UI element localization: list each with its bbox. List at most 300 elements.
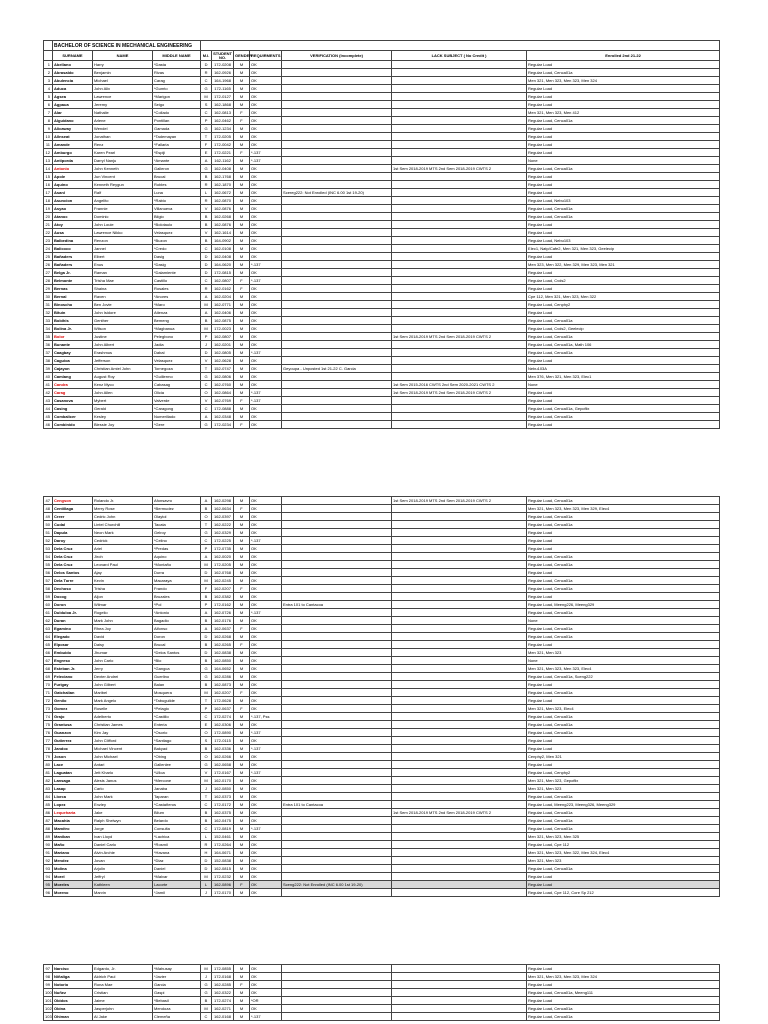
surname-cell: Cajayon bbox=[53, 365, 93, 373]
student-no-cell: 172-0205 bbox=[212, 133, 234, 141]
given-name-cell: John Alix bbox=[93, 85, 153, 93]
lack-subject-cell bbox=[392, 713, 527, 721]
row-number-cell: 31 bbox=[44, 301, 53, 309]
requirements-cell: OK bbox=[250, 85, 282, 93]
student-table-2 bbox=[43, 496, 720, 897]
lack-subject-cell bbox=[392, 633, 527, 641]
row-number-cell: 72 bbox=[44, 697, 53, 705]
student-no-cell: 162-0672 bbox=[212, 189, 234, 197]
surname-cell: Belmonte bbox=[53, 277, 93, 285]
middle-name-cell: Alfonso bbox=[153, 625, 201, 633]
enrolled-load-cell: Regular Load bbox=[527, 569, 720, 577]
middle-initial-cell: G bbox=[201, 373, 212, 381]
verification-cell bbox=[282, 809, 392, 817]
given-name-cell: John Gilbert bbox=[93, 681, 153, 689]
row-number-cell: 71 bbox=[44, 689, 53, 697]
enrolled-load-cell: Regular Load bbox=[527, 965, 720, 973]
student-no-cell: 162-0875 bbox=[212, 317, 234, 325]
lack-subject-cell bbox=[392, 413, 527, 421]
student-no-cell: 162-1768 bbox=[212, 173, 234, 181]
enrolled-load-cell: Regular Load, Cenphy2 bbox=[527, 301, 720, 309]
given-name-cell: Lawrence bbox=[93, 93, 153, 101]
student-no-cell: 164-0671 bbox=[212, 849, 234, 857]
middle-initial-cell: M bbox=[201, 873, 212, 881]
lack-subject-cell bbox=[392, 197, 527, 205]
student-no-cell: 162-1868 bbox=[212, 101, 234, 109]
middle-name-cell: Pontillan bbox=[153, 117, 201, 125]
row-number-cell: 53 bbox=[44, 545, 53, 553]
middle-initial-cell: F bbox=[201, 141, 212, 149]
gender-cell: F bbox=[234, 705, 250, 713]
enrolled-load-cell: Regular Load bbox=[527, 873, 720, 881]
verification-cell bbox=[282, 357, 392, 365]
lack-subject-cell bbox=[392, 545, 527, 553]
middle-initial-cell: C bbox=[201, 405, 212, 413]
table-row bbox=[44, 277, 720, 285]
requirements-cell: OK bbox=[250, 245, 282, 253]
row-number-cell: 77 bbox=[44, 737, 53, 745]
table-row bbox=[44, 617, 720, 625]
row-number-cell: 30 bbox=[44, 293, 53, 301]
surname-cell: Gomez bbox=[53, 705, 93, 713]
student-no-cell: 162-0807 bbox=[212, 277, 234, 285]
lack-subject-cell bbox=[392, 101, 527, 109]
header-enrolled: Enrolled 2nd 21-22 bbox=[527, 51, 720, 61]
middle-initial-cell: O bbox=[201, 389, 212, 397]
surname-cell: Genilo bbox=[53, 697, 93, 705]
verification-cell bbox=[282, 301, 392, 309]
verification-cell bbox=[282, 849, 392, 857]
requirements-cell: OK bbox=[250, 809, 282, 817]
gender-cell: M bbox=[234, 229, 250, 237]
middle-name-cell: *Celino bbox=[153, 537, 201, 545]
row-number-cell: 7 bbox=[44, 109, 53, 117]
enrolled-load-cell: Regular Load bbox=[527, 981, 720, 989]
verification-cell bbox=[282, 561, 392, 569]
row-number-cell: 80 bbox=[44, 761, 53, 769]
row-number-cell: 44 bbox=[44, 405, 53, 413]
student-no-cell: 162-0406 bbox=[212, 309, 234, 317]
enrolled-load-cell: Men 321, Men 323, Elec4 bbox=[527, 705, 720, 713]
surname-cell: Docog bbox=[53, 593, 93, 601]
table-row bbox=[44, 997, 720, 1005]
middle-name-cell: *Collado bbox=[153, 109, 201, 117]
enrolled-load-cell: Regular Load bbox=[527, 697, 720, 705]
verification-cell bbox=[282, 833, 392, 841]
lack-subject-cell bbox=[392, 181, 527, 189]
gender-cell: M bbox=[234, 325, 250, 333]
middle-name-cell: *Castañeros bbox=[153, 801, 201, 809]
middle-name-cell: *Castillo bbox=[153, 713, 201, 721]
enrolled-load-cell: Regular Load, Cpe 112 bbox=[527, 841, 720, 849]
verification-cell bbox=[282, 585, 392, 593]
middle-name-cell: *Credo bbox=[153, 245, 201, 253]
enrolled-load-cell: Regular Load, Cenca01a bbox=[527, 521, 720, 529]
surname-cell: Furigay bbox=[53, 681, 93, 689]
requirements-cell: OK bbox=[250, 93, 282, 101]
given-name-cell: Cristian bbox=[93, 989, 153, 997]
student-no-cell: 162-0329 bbox=[212, 529, 234, 537]
verification-cell bbox=[282, 101, 392, 109]
row-number-cell: 50 bbox=[44, 521, 53, 529]
enrolled-load-cell: Regular Load bbox=[527, 229, 720, 237]
middle-initial-cell: B bbox=[201, 745, 212, 753]
row-number-cell: 39 bbox=[44, 365, 53, 373]
middle-initial-cell: A bbox=[201, 309, 212, 317]
enrolled-load-cell: Regular Load, Cenca01a bbox=[527, 817, 720, 825]
gender-cell: M bbox=[234, 577, 250, 585]
surname-cell: Asyao bbox=[53, 205, 93, 213]
middle-name-cell: Bruzales bbox=[153, 593, 201, 601]
middle-initial-cell: M bbox=[201, 325, 212, 333]
enrolled-load-cell: Regular Load, Cenca01a bbox=[527, 69, 720, 77]
verification-cell bbox=[282, 753, 392, 761]
gender-cell: M bbox=[234, 617, 250, 625]
enrolled-load-cell: Regular Load bbox=[527, 997, 720, 1005]
requirements-cell: OK bbox=[250, 593, 282, 601]
table-row bbox=[44, 229, 720, 237]
surname-cell: Guanzon bbox=[53, 729, 93, 737]
requirements-cell: *-137 bbox=[250, 149, 282, 157]
enrolled-load-cell: Men 321, Men 323, Men 325 bbox=[527, 833, 720, 841]
enrolled-load-cell: None bbox=[527, 657, 720, 665]
student-no-cell: 172-1165 bbox=[212, 85, 234, 93]
enrolled-load-cell: Regular Load bbox=[527, 641, 720, 649]
middle-initial-cell: B bbox=[201, 809, 212, 817]
header-mi: M.I. bbox=[201, 51, 212, 61]
table-row bbox=[44, 69, 720, 77]
middle-name-cell: Bilgio bbox=[153, 213, 201, 221]
middle-initial-cell: P bbox=[201, 333, 212, 341]
student-no-cell: 162-1162 bbox=[212, 157, 234, 165]
surname-cell: Mamitro bbox=[53, 825, 93, 833]
verification-cell bbox=[282, 77, 392, 85]
requirements-cell: OK bbox=[250, 309, 282, 317]
verification-cell bbox=[282, 505, 392, 513]
blank-header bbox=[201, 41, 720, 51]
gender-cell: M bbox=[234, 165, 250, 173]
enrolled-load-cell: Regular Load, Meeng226, Meeng329 bbox=[527, 601, 720, 609]
enrolled-load-cell: Regular Load, Cvds2 bbox=[527, 277, 720, 285]
middle-initial-cell: B bbox=[201, 681, 212, 689]
middle-name-cell: Gaspi bbox=[153, 989, 201, 997]
verification-cell: Entra 101 to Cantacoa bbox=[282, 801, 392, 809]
verification-cell bbox=[282, 681, 392, 689]
requirements-cell: OK bbox=[250, 625, 282, 633]
lack-subject-cell bbox=[392, 93, 527, 101]
student-no-cell: 162-0170 bbox=[212, 777, 234, 785]
row-number-cell: 103 bbox=[45, 1014, 52, 1019]
student-no-cell: 162-0268 bbox=[212, 633, 234, 641]
requirements-cell: OK bbox=[250, 561, 282, 569]
middle-name-cell: Valverde bbox=[153, 397, 201, 405]
enrolled-load-cell: Nebu103A bbox=[527, 365, 720, 373]
surname-cell: Centillaga bbox=[53, 505, 93, 513]
given-name-cell: Rogelio bbox=[93, 609, 153, 617]
given-name-cell: Nathalie bbox=[93, 109, 153, 117]
requirements-cell: *-137 bbox=[250, 825, 282, 833]
verification-cell bbox=[282, 825, 392, 833]
surname-cell: Mendez bbox=[53, 857, 93, 865]
header-verification: VERIFICATION (Incomplete) bbox=[282, 51, 392, 61]
surname-cell: Allnseat bbox=[53, 133, 93, 141]
enrolled-load-cell: Regular Load, Cvds2, Geelecip bbox=[527, 325, 720, 333]
requirements-cell: OK bbox=[250, 497, 282, 505]
requirements-cell: OK bbox=[250, 421, 282, 429]
table-row bbox=[44, 577, 720, 585]
table-row bbox=[44, 357, 720, 365]
given-name-cell: Angelito bbox=[93, 197, 153, 205]
middle-initial-cell: B bbox=[201, 213, 212, 221]
lack-subject-cell bbox=[392, 649, 527, 657]
verification-cell bbox=[282, 381, 392, 389]
gender-cell: F bbox=[234, 981, 250, 989]
enrolled-load-cell: Elec1, Natp/Cafe2, Men 321, Men 323, Geelecip bbox=[527, 245, 720, 253]
gender-cell: M bbox=[234, 769, 250, 777]
verification-cell bbox=[282, 125, 392, 133]
requirements-cell: OK bbox=[250, 293, 282, 301]
student-no-cell: 164-1968 bbox=[212, 77, 234, 85]
enrolled-load-cell: Regular Load, Cenca01a bbox=[527, 689, 720, 697]
given-name-cell: Ralph Shelwyn bbox=[93, 817, 153, 825]
middle-name-cell: Gelroy bbox=[153, 529, 201, 537]
verification-cell bbox=[282, 673, 392, 681]
requirements-cell: *-137 bbox=[250, 745, 282, 753]
row-number-cell: 14 bbox=[44, 165, 53, 173]
table-row bbox=[44, 181, 720, 189]
surname-cell: Cengson bbox=[53, 497, 93, 505]
middle-name-cell: Clemeña bbox=[153, 1013, 201, 1021]
enrolled-load-cell: Regular Load bbox=[527, 285, 720, 293]
requirements-cell: OK bbox=[250, 505, 282, 513]
requirements-cell: OK bbox=[250, 513, 282, 521]
middle-initial-cell: B bbox=[201, 237, 212, 245]
given-name-cell: Jake bbox=[93, 809, 153, 817]
middle-name-cell: *Diaz bbox=[153, 857, 201, 865]
table-row bbox=[44, 713, 720, 721]
table-row bbox=[44, 317, 720, 325]
lack-subject-cell bbox=[392, 521, 527, 529]
table-row bbox=[44, 389, 720, 397]
surname-cell: Laguatan bbox=[53, 769, 93, 777]
surname-cell: Combinido bbox=[53, 421, 93, 429]
given-name-cell: Jonathan bbox=[93, 133, 153, 141]
enrolled-load-cell: Regular Load, Cenca01a bbox=[527, 577, 720, 585]
enrolled-load-cell: Men 321, Men 323 bbox=[527, 857, 720, 865]
surname-cell: Notorio bbox=[53, 981, 93, 989]
enrolled-load-cell: Regular Load bbox=[527, 61, 720, 69]
student-no-cell: 172-0232 bbox=[212, 873, 234, 881]
row-number-cell: 32 bbox=[44, 309, 53, 317]
gender-cell: M bbox=[234, 673, 250, 681]
student-no-cell: 162-0658 bbox=[212, 761, 234, 769]
verification-cell bbox=[282, 237, 392, 245]
row-number-cell: 42 bbox=[44, 389, 53, 397]
row-number-cell: 65 bbox=[44, 641, 53, 649]
gender-cell: M bbox=[234, 221, 250, 229]
requirements-cell: OK bbox=[250, 553, 282, 561]
requirements-cell: OK bbox=[250, 365, 282, 373]
lack-subject-cell: 1st Sem 2018-2019 MTS 2nd Sem 2018-2019 CWTS 2 bbox=[392, 333, 527, 341]
surname-cell: Agsea bbox=[53, 93, 93, 101]
row-number-cell: 75 bbox=[44, 721, 53, 729]
given-name-cell: Dexter Andrei bbox=[93, 673, 153, 681]
lack-subject-cell bbox=[392, 245, 527, 253]
surname-cell: Binoscho bbox=[53, 301, 93, 309]
gender-cell: M bbox=[234, 649, 250, 657]
student-no-cell: 172-0168 bbox=[212, 973, 234, 981]
enrolled-load-cell: Regular Load bbox=[527, 133, 720, 141]
gender-cell: M bbox=[234, 1005, 250, 1013]
lack-subject-cell bbox=[392, 665, 527, 673]
lack-subject-cell bbox=[392, 673, 527, 681]
requirements-cell: OK bbox=[250, 101, 282, 109]
given-name-cell: Jhumar bbox=[93, 649, 153, 657]
lack-subject-cell bbox=[392, 585, 527, 593]
verification-cell bbox=[282, 325, 392, 333]
middle-name-cell: *Santiago bbox=[153, 737, 201, 745]
surname-cell: Amande bbox=[53, 141, 93, 149]
gender-cell: M bbox=[234, 93, 250, 101]
middle-name-cell: Gallenlee bbox=[153, 761, 201, 769]
gender-cell: M bbox=[234, 865, 250, 873]
middle-initial-cell: M bbox=[201, 577, 212, 585]
given-name-cell: Kevin bbox=[93, 577, 153, 585]
student-no-cell: 162-0373 bbox=[212, 793, 234, 801]
gender-cell: M bbox=[234, 857, 250, 865]
surname-cell: Jandoc bbox=[53, 745, 93, 753]
middle-initial-cell: B bbox=[201, 173, 212, 181]
table-row bbox=[44, 261, 720, 269]
given-name-cell: Darryl Nanju bbox=[93, 157, 153, 165]
verification-cell bbox=[282, 665, 392, 673]
surname-cell: Bernas bbox=[53, 285, 93, 293]
student-table-1 bbox=[43, 40, 720, 429]
verification-cell bbox=[282, 497, 392, 505]
given-name-cell: Michael Vincent bbox=[93, 745, 153, 753]
requirements-cell: OK bbox=[250, 181, 282, 189]
requirements-cell: *-137 bbox=[250, 729, 282, 737]
given-name-cell: Raman bbox=[93, 269, 153, 277]
table-row bbox=[44, 301, 720, 309]
lack-subject-cell: 1st Sem 2018-2019 MTS 2nd Sem 2018-2019 CWTS 2 bbox=[392, 809, 527, 817]
lack-subject-cell bbox=[392, 849, 527, 857]
table-row bbox=[44, 793, 720, 801]
row-number-cell: 5 bbox=[44, 93, 53, 101]
gender-cell: M bbox=[234, 729, 250, 737]
verification-cell bbox=[282, 609, 392, 617]
lack-subject-cell bbox=[392, 601, 527, 609]
student-no-cell: 162-0222 bbox=[212, 521, 234, 529]
lack-subject-cell bbox=[392, 133, 527, 141]
enrolled-load-cell: Regular Load bbox=[527, 141, 720, 149]
lack-subject-cell bbox=[392, 817, 527, 825]
table-row bbox=[44, 641, 720, 649]
gender-cell: F bbox=[234, 109, 250, 117]
enrolled-load-cell: Men 321, Men 323 bbox=[527, 785, 720, 793]
given-name-cell: Raven bbox=[93, 293, 153, 301]
gender-cell: M bbox=[234, 413, 250, 421]
middle-name-cell: Villanueva bbox=[153, 205, 201, 213]
enrolled-load-cell: Regular Load, Cenca01a bbox=[527, 1013, 720, 1021]
gender-cell: F bbox=[234, 881, 250, 889]
verification-cell bbox=[282, 625, 392, 633]
middle-name-cell: Bemeng bbox=[153, 317, 201, 325]
given-name-cell: Karen Pearl bbox=[93, 149, 153, 157]
student-no-cell: 172-0819 bbox=[212, 825, 234, 833]
gender-cell: F bbox=[234, 277, 250, 285]
table-row bbox=[44, 93, 720, 101]
middle-name-cell: Consulta bbox=[153, 825, 201, 833]
given-name-cell: Marvin bbox=[93, 889, 153, 897]
student-no-cell: 162-0806 bbox=[212, 373, 234, 381]
surname-cell: Elposar bbox=[53, 641, 93, 649]
middle-name-cell: *Mahusay bbox=[153, 965, 201, 973]
enrolled-load-cell: Regular Load, Cenca01a bbox=[527, 205, 720, 213]
row-number-cell: 41 bbox=[44, 381, 53, 389]
verification-cell bbox=[282, 205, 392, 213]
middle-initial-cell: V bbox=[201, 229, 212, 237]
given-name-cell: Aljon bbox=[93, 593, 153, 601]
requirements-cell: OK bbox=[250, 333, 282, 341]
row-number-cell: 35 bbox=[44, 333, 53, 341]
verification-cell bbox=[282, 245, 392, 253]
middle-initial-cell: D bbox=[201, 349, 212, 357]
surname-cell: Amburgo bbox=[53, 149, 93, 157]
table-row bbox=[44, 285, 720, 293]
verification-cell bbox=[282, 61, 392, 69]
row-number-cell: 51 bbox=[44, 529, 53, 537]
lack-subject-cell bbox=[392, 769, 527, 777]
student-no-cell: 162-0168 bbox=[212, 1013, 234, 1021]
middle-initial-cell: G bbox=[201, 761, 212, 769]
enrolled-load-cell: Regular Load, Cenca01a bbox=[527, 825, 720, 833]
student-no-cell: 172-0234 bbox=[212, 421, 234, 429]
student-no-cell: 172-0172 bbox=[212, 801, 234, 809]
table-row bbox=[44, 381, 720, 389]
requirements-cell: OK bbox=[250, 189, 282, 197]
row-number-cell: 99 bbox=[44, 981, 53, 989]
table-row bbox=[44, 497, 720, 505]
middle-initial-cell: J bbox=[201, 973, 212, 981]
surname-cell: Asuncion bbox=[53, 197, 93, 205]
gender-cell: M bbox=[234, 317, 250, 325]
row-number-cell: 94 bbox=[44, 873, 53, 881]
enrolled-load-cell: Regular Load, Cenca01a bbox=[527, 333, 720, 341]
given-name-cell: Ralf bbox=[93, 189, 153, 197]
middle-initial-cell: C bbox=[201, 277, 212, 285]
enrolled-load-cell: Men 323, Men 322, Men 329, Men 323, Men 321 bbox=[527, 261, 720, 269]
enrolled-load-cell: Regular Load bbox=[527, 181, 720, 189]
middle-name-cell: Olaytol bbox=[153, 513, 201, 521]
surname-cell: Aduca bbox=[53, 85, 93, 93]
given-name-cell: Trisha Mae bbox=[93, 277, 153, 285]
middle-initial-cell: F bbox=[201, 585, 212, 593]
middle-initial-cell: D bbox=[201, 253, 212, 261]
surname-cell: Atoy bbox=[53, 221, 93, 229]
middle-initial-cell: M bbox=[201, 301, 212, 309]
row-number-cell: 102 bbox=[45, 1006, 52, 1011]
given-name-cell: Lawrence Nikko bbox=[93, 229, 153, 237]
student-no-cell: 162-0322 bbox=[212, 989, 234, 997]
middle-name-cell: Velasquez bbox=[153, 229, 201, 237]
lack-subject-cell bbox=[392, 77, 527, 85]
requirements-cell: OK bbox=[250, 117, 282, 125]
enrolled-load-cell: Men 321, Men 323, Gepoflix bbox=[527, 777, 720, 785]
middle-initial-cell: R bbox=[201, 841, 212, 849]
verification-cell bbox=[282, 309, 392, 317]
verification-cell bbox=[282, 349, 392, 357]
